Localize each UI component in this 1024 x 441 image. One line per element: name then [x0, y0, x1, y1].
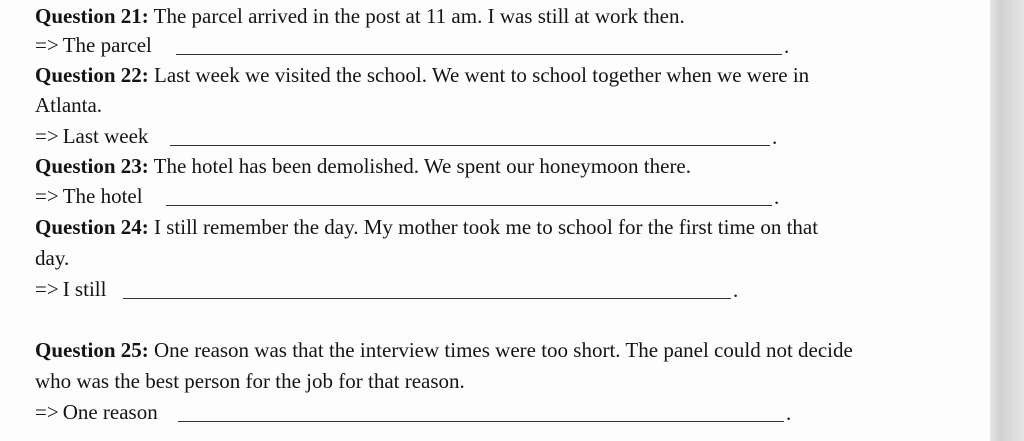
answer-23-line	[35, 183, 143, 209]
answer-23-arrow: =>	[35, 184, 59, 208]
question-24-label: Question 24:	[35, 215, 149, 239]
answer-22-blank[interactable]	[170, 145, 770, 146]
question-25-line	[35, 337, 853, 363]
question-25-line-2	[35, 368, 465, 394]
question-22-text: Last week we visited the school. We went to school together when we were in	[154, 63, 810, 87]
answer-25-end: .	[786, 401, 792, 425]
answer-23-end: .	[774, 185, 780, 209]
question-23-line	[35, 153, 691, 179]
answer-22-line	[35, 123, 148, 149]
answer-25-start: One reason	[62, 400, 158, 424]
question-25-text-2: who was the best person for the job for that reason.	[35, 369, 465, 393]
answer-21-blank[interactable]	[176, 54, 782, 55]
question-24-text: I still remember the day. My mother took me to school for the first time on that	[154, 215, 819, 239]
answer-24-end: .	[733, 278, 739, 302]
question-22-line	[35, 62, 809, 88]
question-22-line-2	[35, 92, 102, 118]
answer-25-line	[35, 399, 158, 425]
answer-21-line	[35, 32, 152, 58]
question-21-label: Question 21:	[35, 4, 149, 28]
answer-25-arrow: =>	[35, 400, 59, 424]
question-21-line	[35, 3, 685, 29]
question-22-label: Question 22:	[35, 63, 149, 87]
answer-21-arrow: =>	[35, 33, 59, 57]
answer-22-start: Last week	[62, 124, 149, 148]
question-21-text: The parcel arrived in the post at 11 am. I was still at work then.	[153, 4, 685, 28]
question-23-text: The hotel has been demolished. We spent our honeymoon there.	[153, 154, 692, 178]
answer-21-end: .	[784, 34, 790, 58]
answer-22-end: .	[772, 125, 778, 149]
answer-24-arrow: =>	[35, 277, 59, 301]
answer-24-blank[interactable]	[123, 298, 731, 299]
question-23-label: Question 23:	[35, 154, 149, 178]
answer-24-start: I still	[62, 277, 107, 301]
answer-24-line	[35, 276, 106, 302]
page-edge-shadow	[990, 0, 1024, 441]
question-25-text: One reason was that the interview times were too short. The panel could not decide	[154, 338, 853, 362]
answer-23-blank[interactable]	[166, 205, 772, 206]
answer-23-start: The hotel	[62, 184, 143, 208]
answer-21-start: The parcel	[62, 33, 152, 57]
question-24-text-2: day.	[35, 246, 70, 270]
answer-22-arrow: =>	[35, 124, 59, 148]
answer-25-blank[interactable]	[178, 421, 784, 422]
question-22-text-2: Atlanta.	[35, 93, 103, 117]
question-24-line	[35, 214, 818, 240]
question-24-line-2	[35, 245, 69, 271]
question-25-label: Question 25:	[35, 338, 149, 362]
